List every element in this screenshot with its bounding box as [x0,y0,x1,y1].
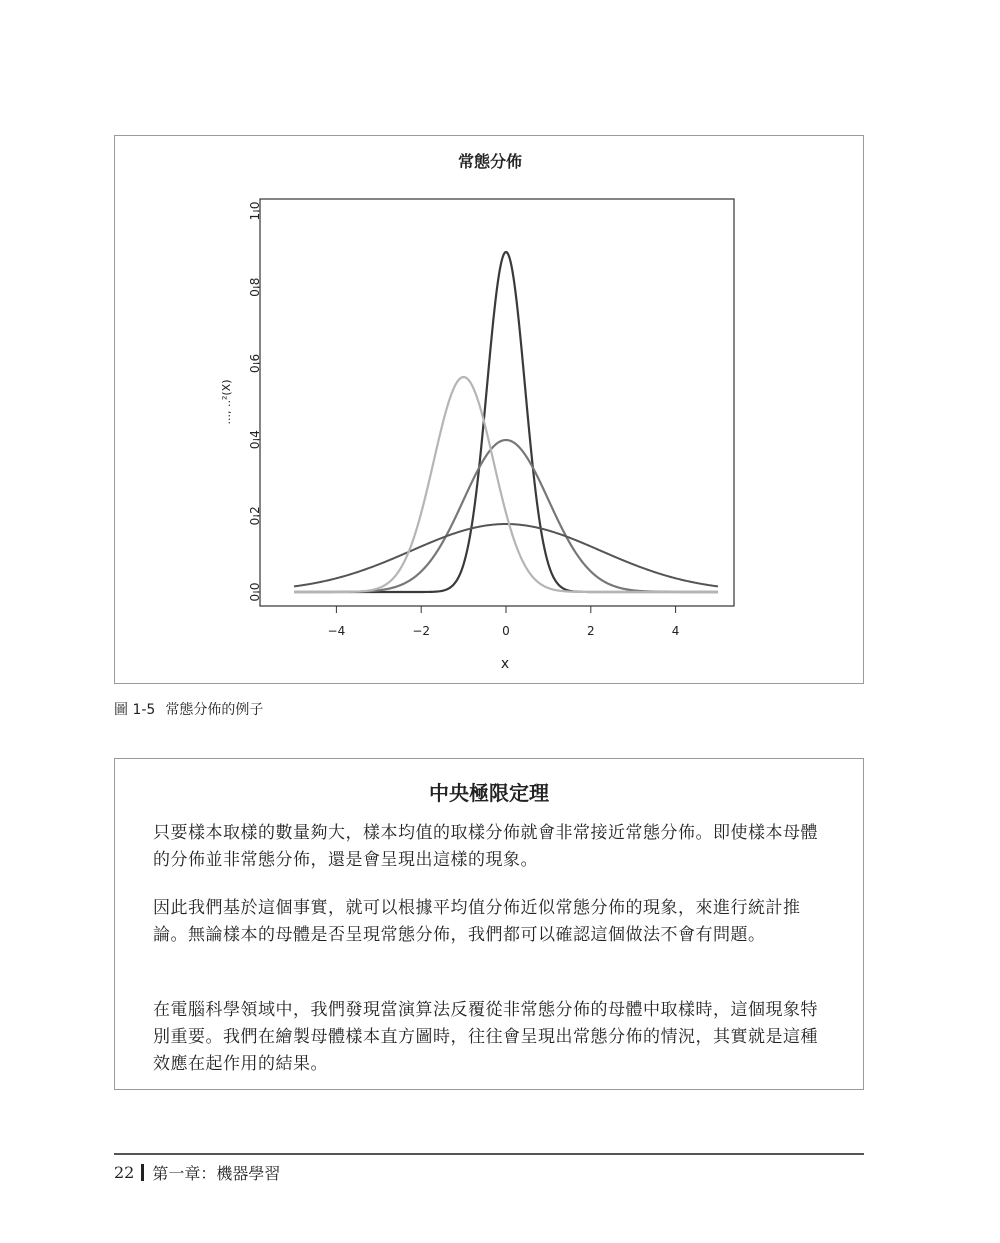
density-curve-3 [294,524,718,586]
chart-curves [294,252,718,592]
page-number: 22 [114,1163,135,1182]
y-axis-label: ..., ..²(X) [220,379,233,425]
density-curve-4 [294,377,718,592]
y-tick-label: 0.0 [248,582,262,602]
page-footer [114,1161,280,1184]
figure-caption [114,699,263,719]
x-tick-label: −4 [327,624,346,638]
figure-frame [114,135,864,684]
clt-sidebar-box [114,758,864,1090]
x-tick-label: −2 [412,624,431,638]
caption-text: 常態分佈的例子 [165,702,264,718]
chapter-title: 第一章：機器學習 [152,1164,281,1183]
x-axis-label: x [500,656,510,672]
box-paragraph-3: 在電腦科學領域中，我們發現當演算法反覆從非常態分佈的母體中取樣時，這個現象特別重要。我們在繪製母體樣本直方圖時，往往會呈現出常態分佈的情況，其實就是這種效應在起作用的結果。 [153,1000,818,1074]
normal-distribution-chart [115,136,865,685]
chart-title: 常態分佈 [457,152,523,171]
x-tick-label: 2 [586,624,595,638]
y-tick-label: 0.2 [248,506,262,526]
y-tick-label: 1.0 [248,201,262,221]
y-tick-label: 0.4 [248,430,262,450]
plot-area [260,199,734,606]
box-paragraph-2: 因此我們基於這個事實，就可以根據平均值分佈近似常態分佈的現象，來進行統計推論。無論樣本的母體是否呈現常態分佈，我們都可以確認這個做法不會有問題。 [153,898,801,945]
x-tick-label: 4 [671,624,680,638]
footer-separator [141,1164,144,1181]
box-title: 中央極限定理 [429,781,549,805]
x-tick-label: 0 [502,624,510,638]
box-paragraph-1: 只要樣本取樣的數量夠大，樣本均值的取樣分佈就會非常接近常態分佈。即使樣本母體的分佈並非常態分佈，還是會呈現出這樣的現象。 [153,823,818,870]
chart-axes [248,201,679,638]
caption-number: 圖 1-5 [114,702,156,718]
footer-rule [114,1153,864,1155]
y-tick-label: 0.8 [248,277,262,297]
y-tick-label: 0.6 [248,353,262,373]
density-curve-1 [294,252,718,592]
